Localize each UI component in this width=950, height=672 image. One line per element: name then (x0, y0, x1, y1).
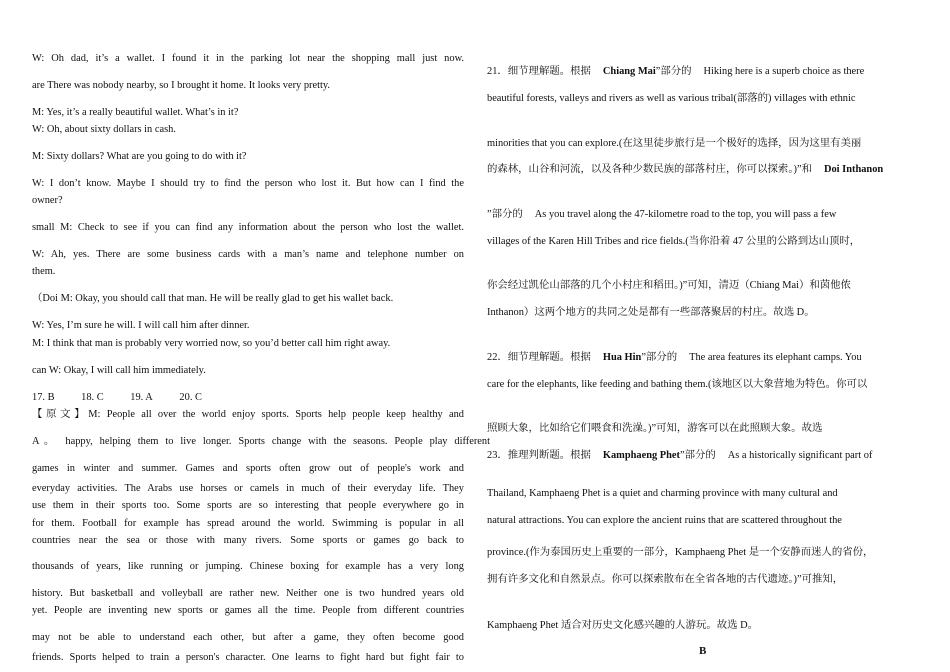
text-line: them. (32, 266, 56, 277)
text-line: are There was nobody nearby, so I brought it home. It looks very pretty. (32, 80, 330, 91)
text-line: friends. Sports helped to train a person's character. One learns to fight hard but fight fair to (32, 652, 464, 663)
answer-20: 20. C (179, 392, 202, 403)
text-line: villages of the Karen Hill Tribes and rice fields.(当你沿着 47 公里的公路到达山顶时， (487, 236, 861, 247)
text-line: yet. People are inventing new sports or games all the time. People from different countries (32, 605, 464, 616)
answer-18: 18. C (81, 392, 104, 403)
text-line: history. But basketball and volleyball are rather new. Neither one is two hundred years old (32, 588, 464, 599)
text-line: beautiful forests, valleys and rivers as well as various tribal(部落的) villages with ethnic (487, 93, 856, 104)
text-line: W: Oh, about sixty dollars in cash. (32, 124, 176, 135)
section-name: Doi Inthanon (823, 164, 884, 175)
text-line: care for the elephants, like feeding and bathing them.(该地区以大象营地为特色。你可以 (487, 379, 868, 390)
text-line: Kamphaeng Phet 适合对历史文化感兴趣的人游玩。故选 D。 (487, 620, 759, 631)
text-line (487, 208, 836, 221)
text-line: 拥有许多文化和自然景点。你可以探索散布在全省各地的古代遗迹。)”可推知， (487, 574, 844, 585)
question-label: 23．推理判断题。根据 (487, 450, 591, 461)
text-fragment: ”部分的 (487, 209, 523, 220)
text-line: province.(作为泰国历史上重要的一部分，Kamphaeng Phet 是一个安静而迷人的省份， (487, 547, 874, 558)
text-fragment: Hiking here is a superb choice as there (703, 66, 865, 77)
text-line (487, 163, 883, 176)
text-line: W: I don’t know. Maybe I should try to find the person who lost it. But how can I find the (32, 178, 464, 189)
question-23-heading (487, 449, 872, 462)
text-fragment: As you travel along the 47-kilometre road to the top, you will pass a few (534, 209, 837, 220)
text-line: W: Oh dad, it’s a wallet. I found it in the parking lot near the shopping mall just now. (32, 53, 464, 64)
text-line: minorities that you can explore.(在这里徒步旅行是一个极好的选择，因为这里有美丽 (487, 138, 862, 149)
text-line: W: Ah, yes. There are some business cards with a man’s name and telephone number on (32, 249, 464, 260)
text-line: 【原文】M: People all over the world enjoy sports. Sports help people keep healthy and (32, 409, 464, 420)
text-line: can W: Okay, I will call him immediately. (32, 365, 206, 376)
text-line: （Doi M: Okay, you should call that man. He will be really glad to get his wallet back. (32, 293, 394, 304)
text-line: natural attractions. You can explore the ancient ruins that are scattered throughout the (487, 515, 842, 526)
question-21-heading (487, 65, 864, 78)
answer-17: 17. B (32, 392, 55, 403)
question-label: 22．细节理解题。根据 (487, 352, 591, 363)
text-line: countries near the sea or those with many rivers. Some sports or games go back to (32, 535, 464, 546)
question-label: 21．细节理解题。根据 (487, 66, 591, 77)
text-fragment: As a historically significant part of (727, 450, 873, 461)
text-line: for them. Football for example has spread around the world. Swimming is popular in all (32, 518, 464, 529)
text-line: M: Sixty dollars? What are you going to do with it? (32, 151, 247, 162)
text-line: small M: Check to see if you can find any information about the person who lost the wallet. (32, 222, 464, 233)
section-name: Chiang Mai (602, 66, 656, 77)
text-line: M: Yes, it’s a really beautiful wallet. What’s in it? (32, 107, 239, 118)
text-fragment: The area features its elephant camps. You (689, 352, 862, 363)
text-line: everyday activities. The Arabs use horses or camels in much of their everyday life. They (32, 483, 464, 494)
text-fragment: ”部分的 (655, 66, 692, 77)
answer-19: 19. A (130, 392, 153, 403)
question-22-heading (487, 351, 862, 364)
text-fragment: ”部分的 (679, 450, 716, 461)
text-line: 照顾大象，比如给它们喂食和洗澡。)”可知，游客可以在此照顾大象。故选 (487, 423, 823, 434)
section-name: Hua Hin (602, 352, 642, 363)
text-line: use them in their sports too. Some sports are so interesting that people everywhere go in (32, 500, 464, 511)
text-line: 你会经过凯伦山部落的几个小村庄和稻田。)”可知，清迈（Chiang Mai）和茵他侬 (487, 280, 851, 291)
answer-key-line (32, 391, 202, 404)
text-line: games in winter and summer. Games and sports often grow out of people's work and (32, 463, 464, 474)
text-fragment: ”部分的 (641, 352, 678, 363)
text-line: Thailand, Kamphaeng Phet is a quiet and charming province with many cultural and (487, 488, 838, 499)
text-line: owner? (32, 195, 63, 206)
text-line: Inthanon）这两个地方的共同之处是都有一些部落聚居的村庄。故选 D。 (487, 307, 815, 318)
text-line: M: I think that man is probably very worried now, so you’d better call him right away. (32, 338, 391, 349)
text-line: thousands of years, like running or jumping. Chinese boxing for example has a very long (32, 561, 464, 572)
section-name: Kamphaeng Phet (602, 450, 680, 461)
text-line: may not be able to understand each other, but after a game, they often become good (32, 632, 464, 643)
page-footer-letter: B (699, 645, 707, 657)
text-fragment: 的森林，山谷和河流，以及各种少数民族的部落村庄，你可以探索。)”和 (487, 164, 812, 175)
text-line: A。 happy, helping them to live longer. Sports change with the seasons. People play different (32, 436, 490, 447)
text-line: W: Yes, I’m sure he will. I will call him after dinner. (32, 320, 250, 331)
